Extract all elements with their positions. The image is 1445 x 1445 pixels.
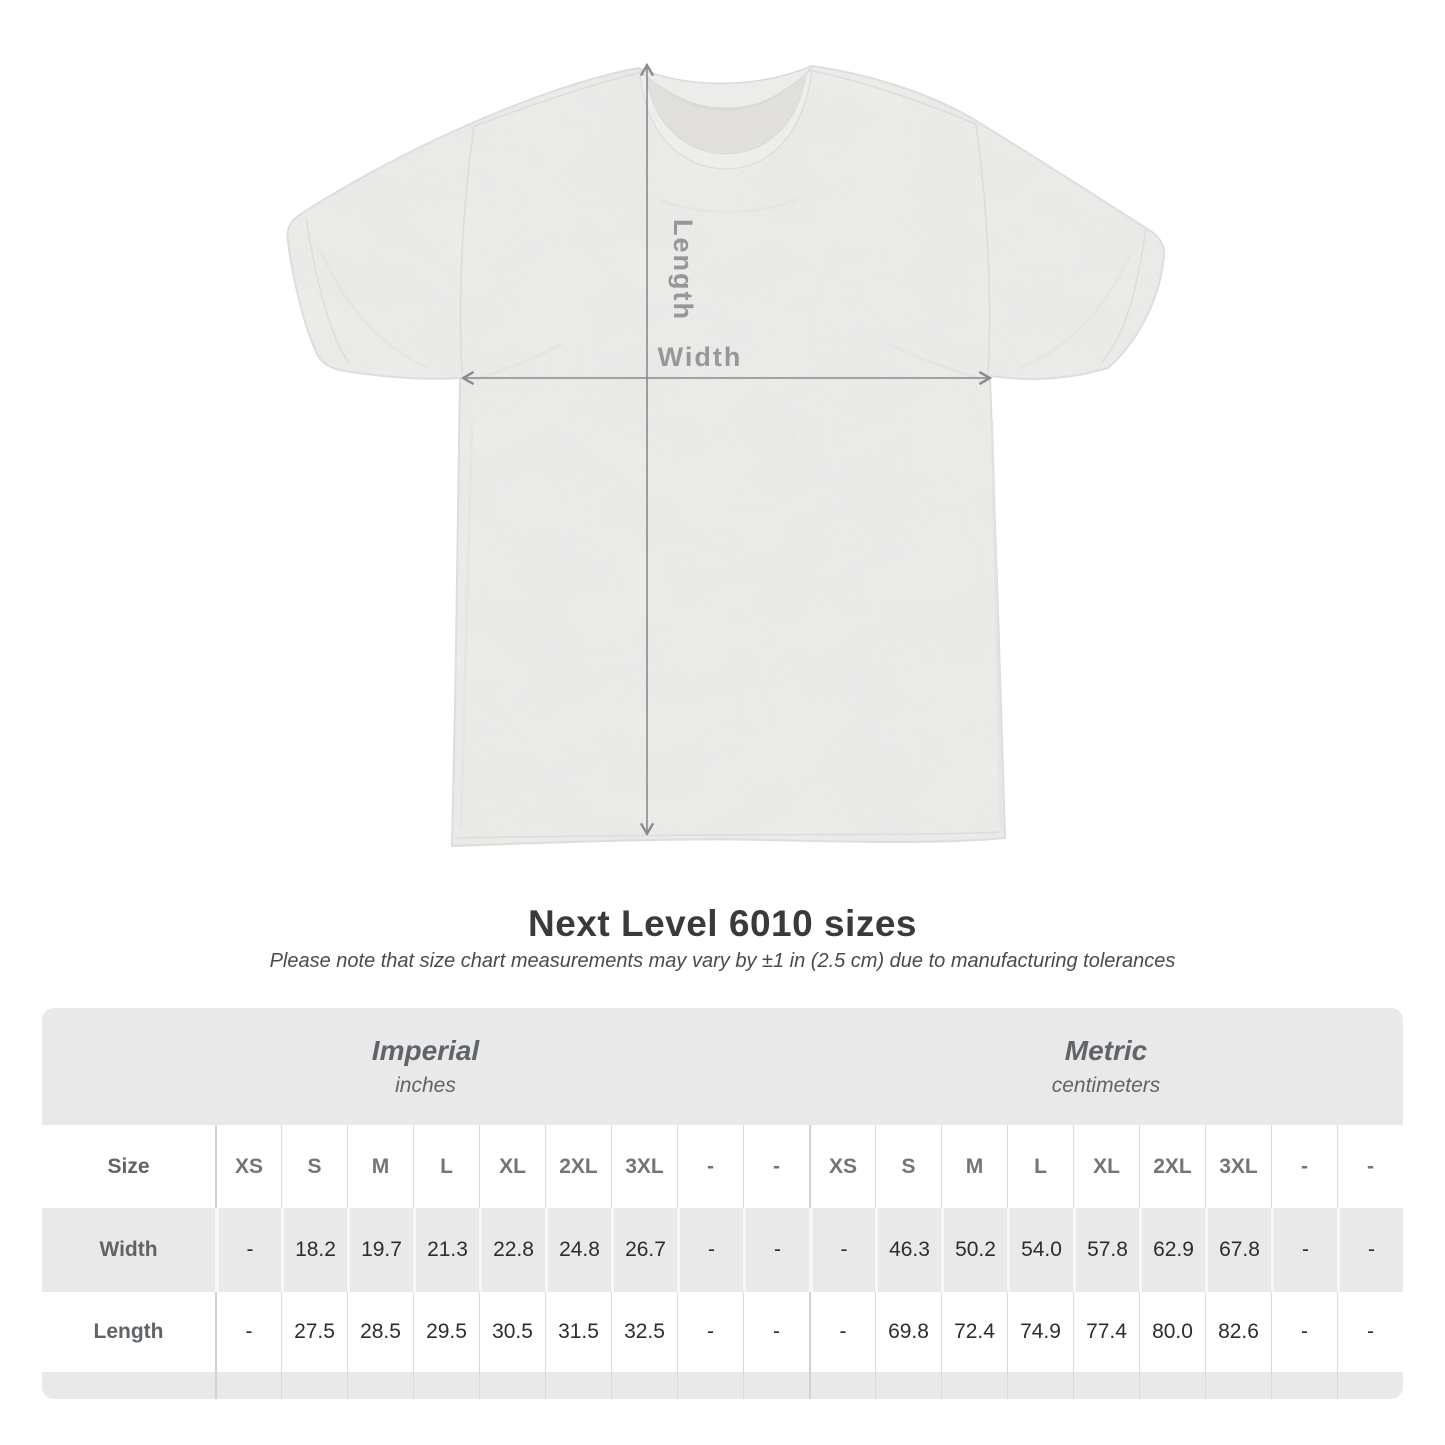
measure-value: 72.4	[941, 1292, 1007, 1372]
measure-value: 50.2	[941, 1208, 1007, 1292]
table-bottom-cap	[611, 1372, 677, 1399]
measure-value: 27.5	[281, 1292, 347, 1372]
measure-value: -	[743, 1292, 809, 1372]
size-col-header: M	[941, 1125, 1007, 1208]
measure-value: -	[809, 1208, 875, 1292]
measure-value: 57.8	[1073, 1208, 1139, 1292]
imperial-title: Imperial	[371, 1035, 480, 1066]
size-col-header: -	[743, 1125, 809, 1208]
imperial-unit: inches	[395, 1074, 456, 1097]
measure-value: -	[215, 1208, 281, 1292]
table-bottom-cap	[875, 1372, 941, 1399]
metric-header	[809, 1008, 1403, 1125]
size-col-header: 2XL	[1139, 1125, 1205, 1208]
table-bottom-cap	[413, 1372, 479, 1399]
table-bottom-cap	[215, 1372, 281, 1399]
size-col-header: XS	[215, 1125, 281, 1208]
page-title: Next Level 6010 sizes	[528, 903, 917, 944]
size-row-label: Size	[42, 1125, 215, 1208]
table-bottom-cap	[677, 1372, 743, 1399]
measure-row-label: Length	[42, 1292, 215, 1372]
measure-value: 21.3	[413, 1208, 479, 1292]
size-table	[42, 1008, 1403, 1399]
measure-value: 46.3	[875, 1208, 941, 1292]
table-bottom-cap	[1271, 1372, 1337, 1399]
table-bottom-cap	[743, 1372, 809, 1399]
size-col-header: -	[677, 1125, 743, 1208]
measure-value: -	[1337, 1208, 1403, 1292]
size-col-header: XS	[809, 1125, 875, 1208]
measure-value: -	[1337, 1292, 1403, 1372]
table-bottom-cap	[1337, 1372, 1403, 1399]
measure-value: 24.8	[545, 1208, 611, 1292]
table-bottom-cap	[545, 1372, 611, 1399]
size-col-header: 3XL	[611, 1125, 677, 1208]
table-bottom-cap	[809, 1372, 875, 1399]
measure-value: 32.5	[611, 1292, 677, 1372]
tolerance-note: Please note that size chart measurements may vary by ±1 in (2.5 cm) due to manufacturing tolerances	[269, 950, 1176, 972]
size-col-header: 2XL	[545, 1125, 611, 1208]
measure-value: 80.0	[1139, 1292, 1205, 1372]
measure-value: -	[677, 1208, 743, 1292]
length-arrow-label: Length	[668, 219, 698, 321]
measure-value: 77.4	[1073, 1292, 1139, 1372]
metric-unit: centimeters	[1051, 1074, 1161, 1097]
measure-value: -	[809, 1292, 875, 1372]
size-col-header: L	[413, 1125, 479, 1208]
measure-value: 82.6	[1205, 1292, 1271, 1372]
size-col-header: S	[281, 1125, 347, 1208]
measure-value: -	[215, 1292, 281, 1372]
table-bottom-cap	[941, 1372, 1007, 1399]
metric-title: Metric	[1064, 1035, 1148, 1066]
table-bottom-cap	[42, 1372, 215, 1399]
size-col-header: -	[1271, 1125, 1337, 1208]
measure-value: 62.9	[1139, 1208, 1205, 1292]
table-bottom-cap	[1139, 1372, 1205, 1399]
measure-value: 28.5	[347, 1292, 413, 1372]
table-bottom-cap	[1073, 1372, 1139, 1399]
size-col-header: 3XL	[1205, 1125, 1271, 1208]
measure-value: -	[1271, 1292, 1337, 1372]
size-col-header: M	[347, 1125, 413, 1208]
measure-value: 22.8	[479, 1208, 545, 1292]
table-bottom-cap	[479, 1372, 545, 1399]
imperial-header	[42, 1008, 809, 1125]
measure-value: -	[743, 1208, 809, 1292]
measure-value: 30.5	[479, 1292, 545, 1372]
measure-value: 67.8	[1205, 1208, 1271, 1292]
measure-value: 19.7	[347, 1208, 413, 1292]
size-col-header: XL	[479, 1125, 545, 1208]
size-col-header: XL	[1073, 1125, 1139, 1208]
measure-value: 26.7	[611, 1208, 677, 1292]
measure-value: 74.9	[1007, 1292, 1073, 1372]
width-arrow-label: Width	[657, 342, 743, 372]
measure-value: 31.5	[545, 1292, 611, 1372]
tshirt-body	[287, 66, 1164, 846]
measure-row-label: Width	[42, 1208, 215, 1292]
size-table-grid	[42, 1125, 1403, 1399]
measure-value: 18.2	[281, 1208, 347, 1292]
measure-value: 54.0	[1007, 1208, 1073, 1292]
table-bottom-cap	[347, 1372, 413, 1399]
measure-value: 29.5	[413, 1292, 479, 1372]
size-col-header: -	[1337, 1125, 1403, 1208]
table-bottom-cap	[1205, 1372, 1271, 1399]
table-bottom-cap	[1007, 1372, 1073, 1399]
measure-value: -	[677, 1292, 743, 1372]
size-col-header: S	[875, 1125, 941, 1208]
measure-value: 69.8	[875, 1292, 941, 1372]
measure-value: -	[1271, 1208, 1337, 1292]
size-col-header: L	[1007, 1125, 1073, 1208]
unit-system-header	[42, 1008, 1403, 1125]
table-bottom-cap	[281, 1372, 347, 1399]
